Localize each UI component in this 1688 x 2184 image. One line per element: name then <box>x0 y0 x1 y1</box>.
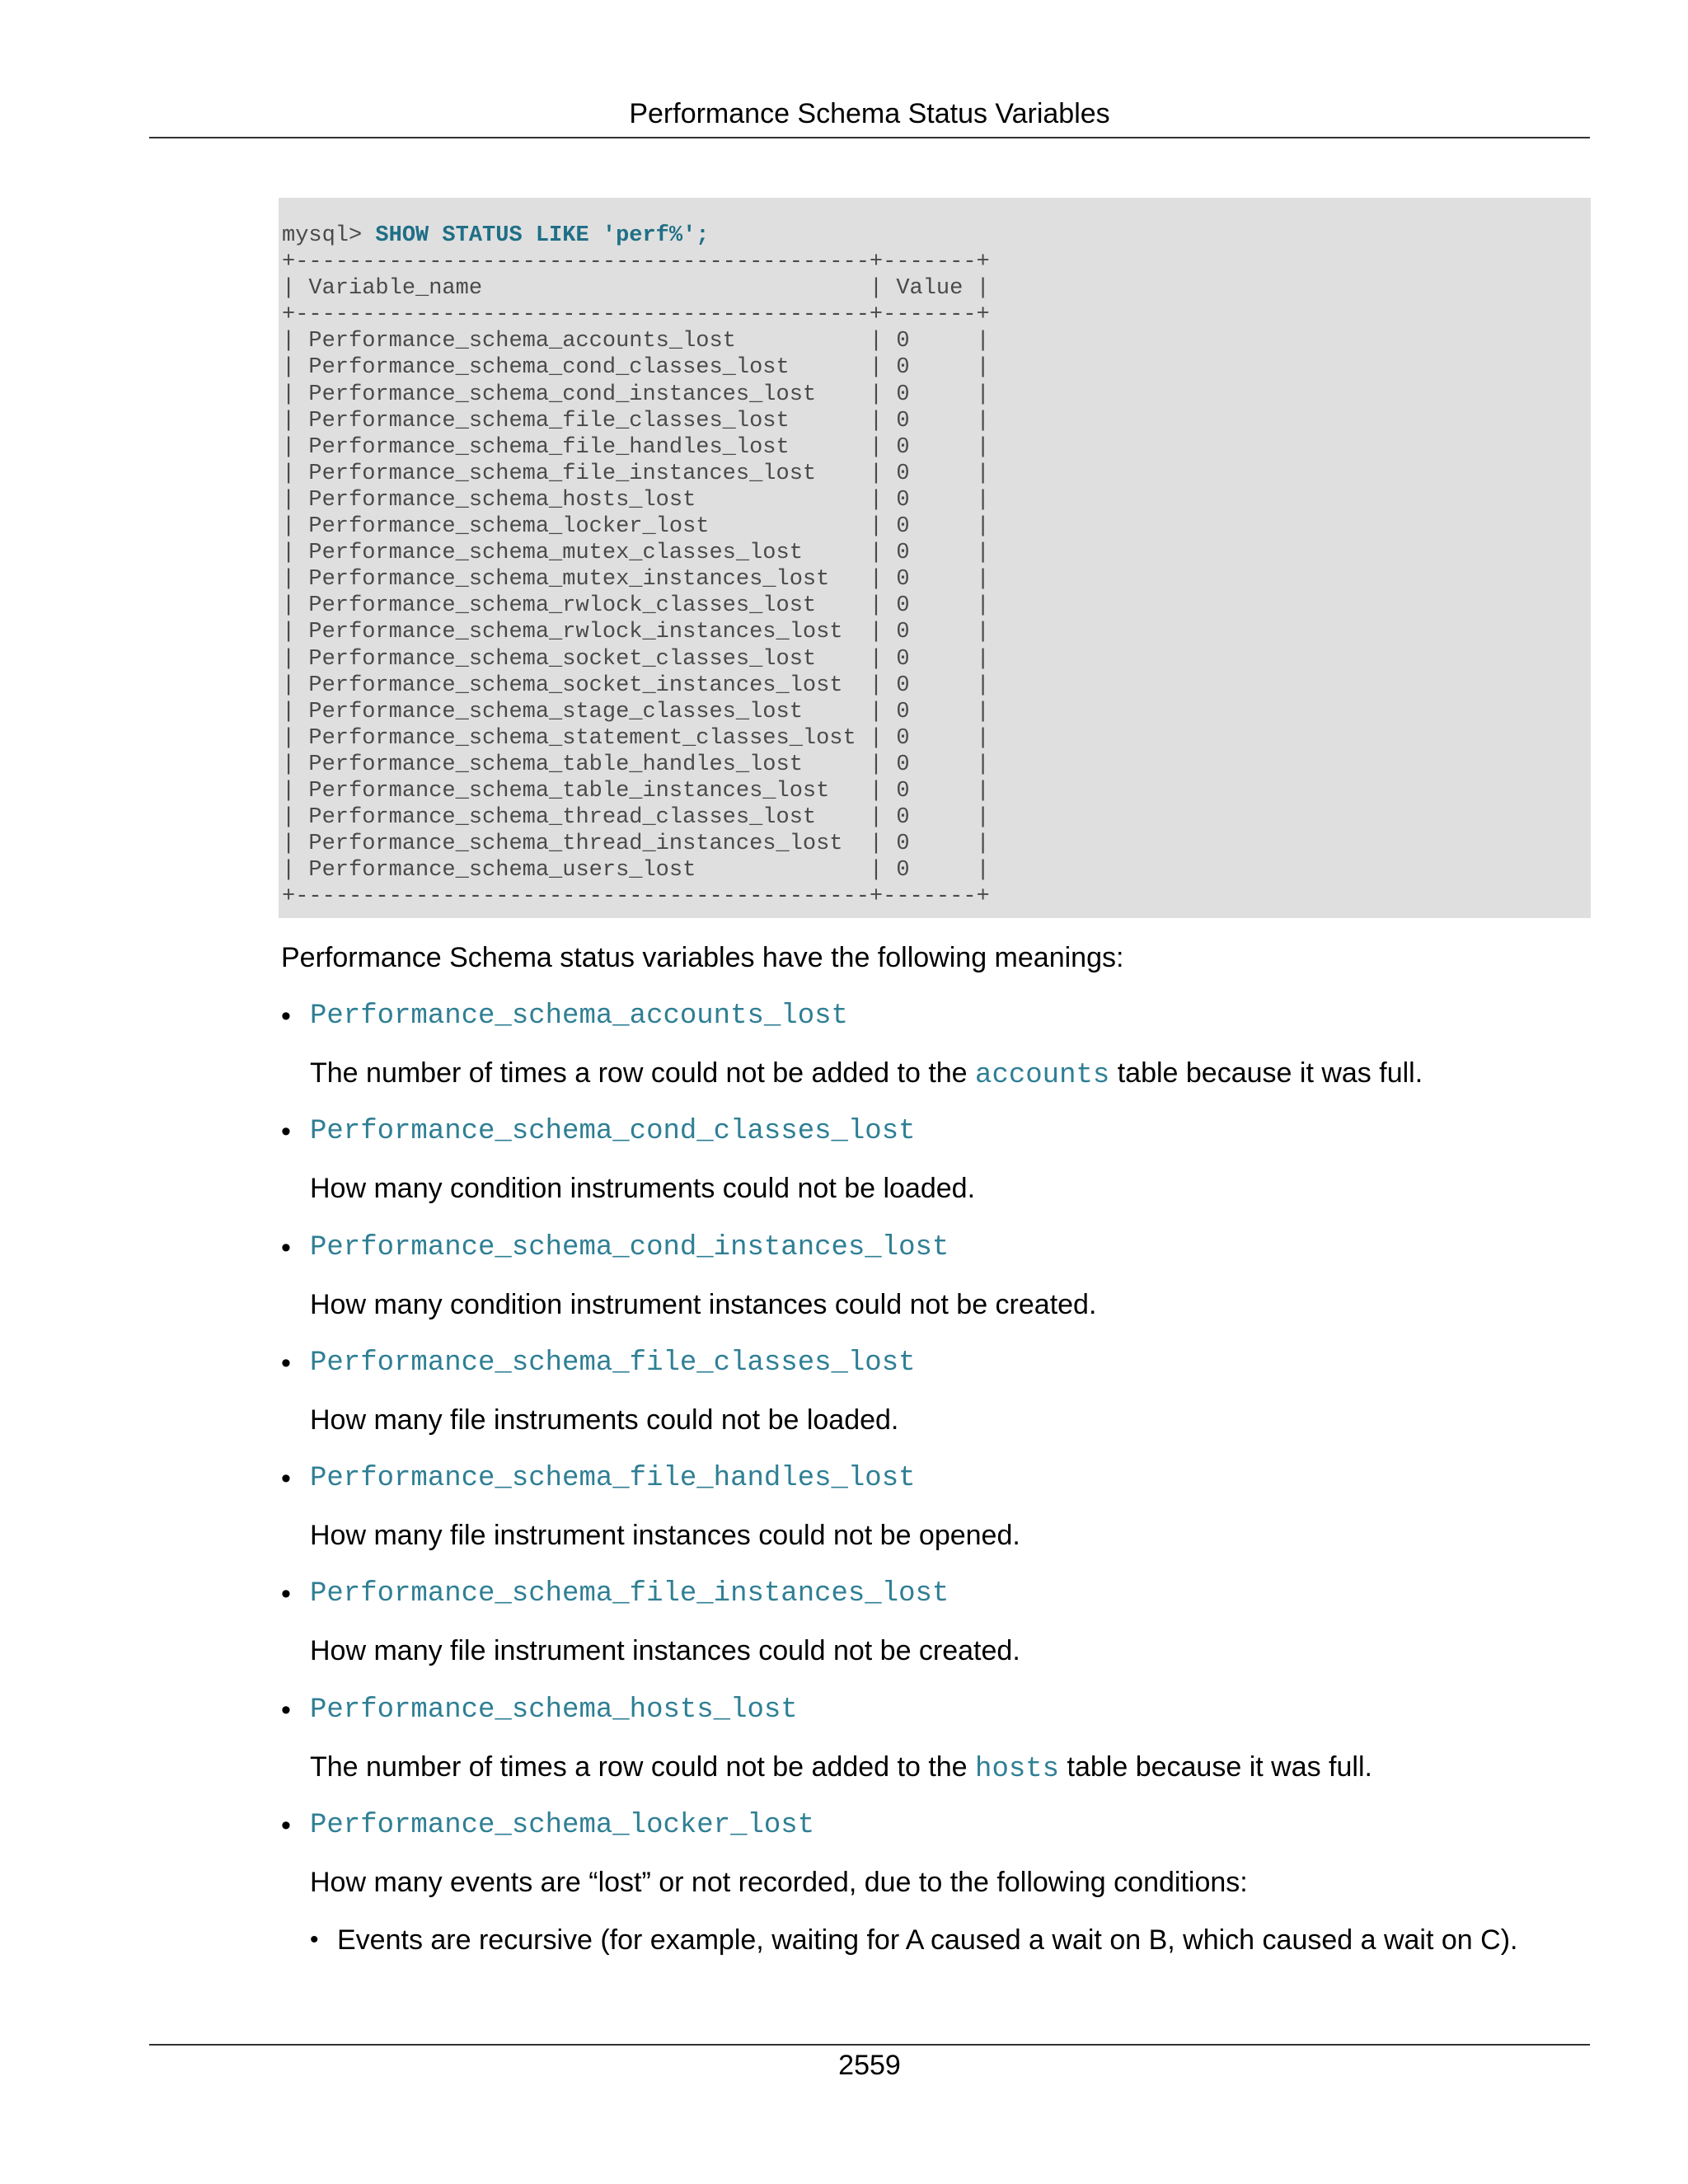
variable-link[interactable]: Performance_schema_file_instances_lost <box>310 1578 950 1610</box>
variable-link[interactable]: Performance_schema_file_classes_lost <box>310 1347 916 1379</box>
description-text: table because it was full. <box>1109 1057 1423 1089</box>
variable-link[interactable]: Performance_schema_cond_instances_lost <box>310 1231 950 1263</box>
table-name-link[interactable]: accounts <box>975 1060 1110 1091</box>
variable-description: How many events are “lost” or not recorded, due to the following conditions: <box>310 1867 1248 1899</box>
bullet-icon: • <box>281 1694 291 1726</box>
list-item <box>281 1574 1592 1690</box>
variable-description <box>310 1053 1592 1095</box>
variable-description: How many file instrument instances could not be created. <box>310 1635 1020 1667</box>
condition-text: Events are recursive (for example, waiting for A caused a wait on B, which caused a wait on C). <box>337 1924 1518 1956</box>
bullet-icon: • <box>281 1810 291 1842</box>
description-text: The number of times a row could not be added to the <box>310 1057 976 1089</box>
page-number: 2559 <box>838 2050 901 2081</box>
code-prompt: mysql> <box>282 223 376 248</box>
description-text: table because it was full. <box>1059 1750 1372 1783</box>
list-item <box>281 1806 1592 1921</box>
variable-description <box>310 1747 1592 1789</box>
bullet-icon: • <box>281 1116 291 1148</box>
variable-description: How many condition instruments could not be loaded. <box>310 1173 976 1205</box>
list-item <box>281 1228 1592 1343</box>
bullet-icon: • <box>281 1347 291 1379</box>
bullet-icon: • <box>281 1231 291 1263</box>
code-output: +-------------------------------------------+-------+ | Variable_name | Value | +-------------------------------------------+-------+ | Performance_schema_accounts_lost | 0 | | Performance_schema_cond_classes_lost | 0 | | Performance_schema_cond_instances_lost | 0 | | Performance_schema_file_classes_lost | 0 | | Performance_schema_file_handles_lost | 0 | | Performance_schema_file_instances_lost | 0 | | Performance_schema_hosts_lost | 0 | | Performance_schema_locker_lost | 0 | | Performance_schema_mutex_classes_lost | 0 | | Performance_schema_mutex_instances_lost | 0 | | Performance_schema_rwlock_classes_lost | 0 | | Performance_schema_rwlock_instances_lost | 0 | | Performance_schema_socket_classes_lost | 0 | | Performance_schema_socket_instances_lost | 0 | | Performance_schema_stage_classes_lost | 0 | | Performance_schema_statement_classes_lost | 0 | | Performance_schema_table_handles_lost | 0 | | Performance_schema_table_instances_lost | 0 | | Performance_schema_thread_classes_lost | 0 | | Performance_schema_thread_instances_lost | 0 | | Performance_schema_users_lost | 0 | +-------------------------------------------+-------+ <box>282 250 990 910</box>
variable-link[interactable]: Performance_schema_accounts_lost <box>310 1001 848 1032</box>
variable-link[interactable]: Performance_schema_file_handles_lost <box>310 1463 916 1495</box>
bullet-icon: • <box>281 1463 291 1495</box>
variable-description: How many file instruments could not be loaded. <box>310 1404 899 1436</box>
locker-conditions-list <box>310 1920 1517 1960</box>
header-rule <box>149 137 1590 138</box>
variable-link[interactable]: Performance_schema_locker_lost <box>310 1810 815 1842</box>
page-header-title: Performance Schema Status Variables <box>629 98 1110 129</box>
variable-link[interactable]: Performance_schema_cond_classes_lost <box>310 1116 916 1148</box>
bullet-icon: • <box>281 1578 291 1610</box>
description-text: The number of times a row could not be added to the <box>310 1750 976 1783</box>
code-command: SHOW STATUS LIKE 'perf%'; <box>375 223 710 248</box>
list-item <box>310 1920 1517 1960</box>
bullet-icon: • <box>310 1926 319 1953</box>
list-item <box>281 1690 1592 1806</box>
variable-description: How many condition instrument instances could not be created. <box>310 1288 1097 1320</box>
variable-list <box>281 996 1592 1921</box>
list-item <box>281 1112 1592 1227</box>
variable-link[interactable]: Performance_schema_hosts_lost <box>310 1694 798 1726</box>
list-item <box>281 1459 1592 1574</box>
list-item <box>281 996 1592 1112</box>
intro-paragraph: Performance Schema status variables have the following meanings: <box>281 942 1124 973</box>
table-name-link[interactable]: hosts <box>975 1753 1060 1785</box>
variable-description: How many file instrument instances could not be opened. <box>310 1520 1020 1552</box>
code-listing <box>282 223 1591 910</box>
code-example-block <box>279 198 1591 918</box>
list-item <box>281 1343 1592 1459</box>
bullet-icon: • <box>281 1001 291 1032</box>
